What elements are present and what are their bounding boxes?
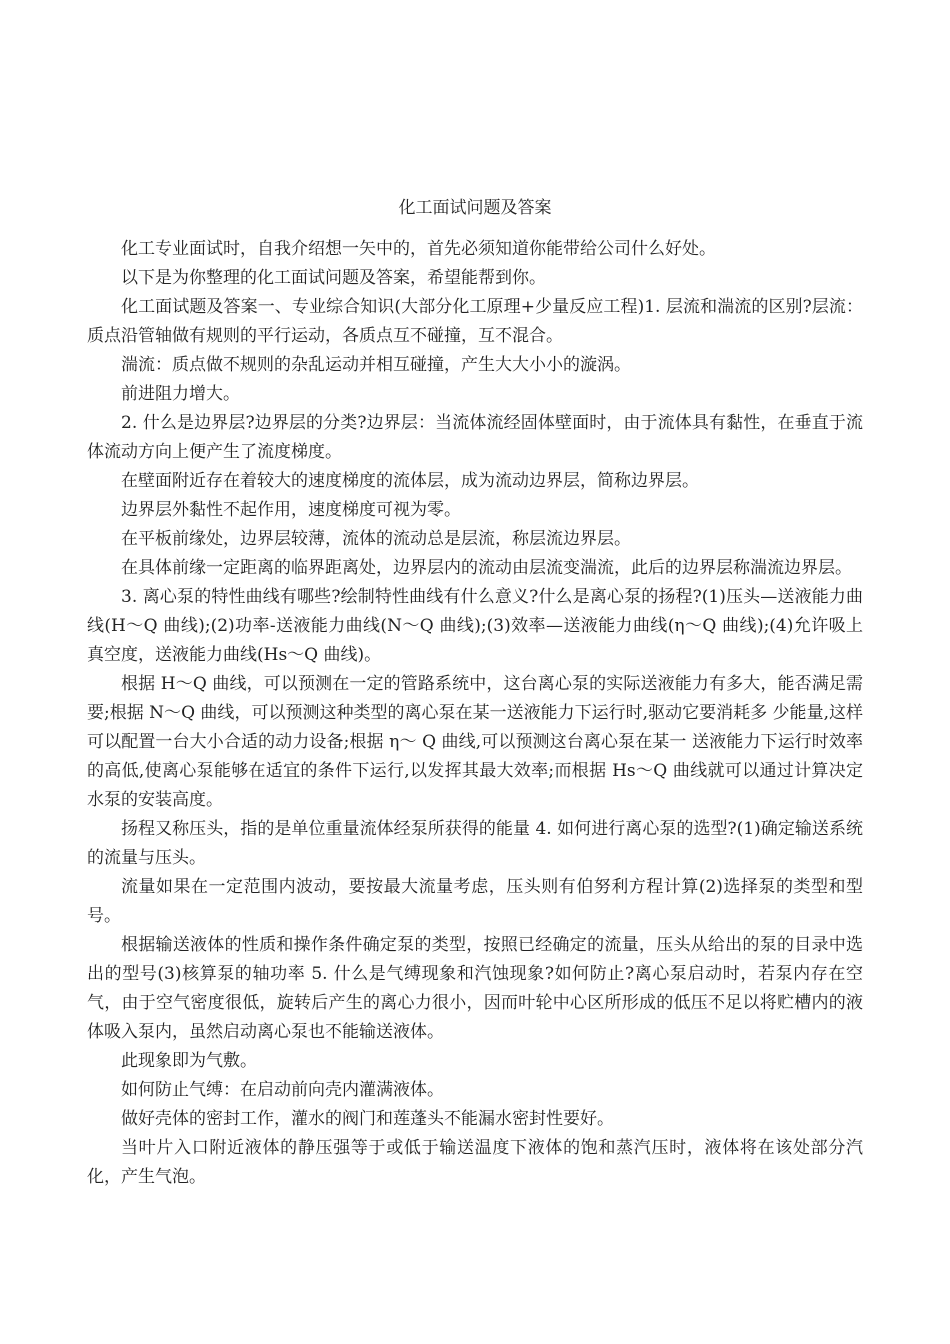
paragraph-resistance: 前进阻力增大。 — [121, 384, 240, 404]
paragraph-q5: 根据输送液体的性质和操作条件确定泵的类型，按照已经确定的流量，压头从给出的泵的目录中选出的型号(3)核算泵的轴功率 5. 什么是气缚现象和汽蚀现象?如何防止?离心泵启动时，若泵内存在空气，由于空气密度很低，旋转后产生的离心力很小，因而叶轮中心区所形成的低压不足以将贮槽内的液体吸入泵内，虽然启动离心泵也不能输送液体。 — [87, 935, 863, 1042]
paragraph-q4: 扬程又称压头，指的是单位重量流体经泵所获得的能量 4. 如何进行离心泵的选型?(1)确定输送系统的流量与压头。 — [87, 819, 863, 868]
paragraph-intro: 化工专业面试时，自我介绍想一矢中的，首先必须知道你能带给公司什么好处。 — [121, 239, 716, 259]
paragraph-seal: 做好壳体的密封工作，灌水的阀门和莲蓬头不能漏水密封性要好。 — [121, 1109, 614, 1129]
paragraph-laminar-boundary: 在平板前缘处，边界层较薄，流体的流动总是层流，称层流边界层。 — [121, 529, 631, 549]
document-body — [87, 194, 863, 1192]
paragraph-cavitation: 当叶片入口附近液体的静压强等于或低于输送温度下液体的饱和蒸汽压时，液体将在该处部分汽化，产生气泡。 — [87, 1138, 863, 1187]
paragraph-boundary-layer: 在壁面附近存在着较大的速度梯度的流体层，成为流动边界层，简称边界层。 — [121, 471, 699, 491]
paragraph-q1: 化工面试题及答案一、专业综合知识(大部分化工原理+少量反应工程)1. 层流和湍流的区别?层流：质点沿管轴做有规则的平行运动，各质点互不碰撞，互不混合。 — [87, 297, 863, 346]
paragraph-q2: 2. 什么是边界层?边界层的分类?边界层：当流体流经固体壁面时，由于流体具有黏性，在垂直于流体流动方向上便产生了流度梯度。 — [87, 413, 863, 462]
paragraph-intro-2: 以下是为你整理的化工面试问题及答案，希望能帮到你。 — [121, 268, 546, 288]
document-title: 化工面试问题及答案 — [398, 198, 552, 218]
paragraph-q3: 3. 离心泵的特性曲线有哪些?绘制特性曲线有什么意义?什么是离心泵的扬程?(1)压头—送液能力曲线(H～Q 曲线);(2)功率-送液能力曲线(N～Q 曲线);(3)效率—送液能力曲线(η～Q 曲线);(4)允许吸上真空度，送液能力曲线(Hs～Q 曲线)。 — [87, 587, 863, 665]
paragraph-outside-boundary: 边界层外黏性不起作用，速度梯度可视为零。 — [121, 500, 461, 520]
paragraph-flow-rate: 流量如果在一定范围内波动，要按最大流量考虑，压头则有伯努利方程计算(2)选择泵的类型和型号。 — [87, 877, 863, 926]
paragraph-prevent-air-binding: 如何防止气缚：在启动前向壳内灌满液体。 — [121, 1080, 444, 1100]
paragraph-curves-meaning: 根据 H～Q 曲线，可以预测在一定的管路系统中，这台离心泵的实际送液能力有多大，能否满足需要;根据 N～Q 曲线，可以预测这种类型的离心泵在某一送液能力下运行时,驱动它要消耗多 少能量,这样可以配置一台大小合适的动力设备;根据 η～ Q 曲线,可以预测这台离心泵在某一 送液能力下运行时效率的高低,使离心泵能够在适宜的条件下运行,以发挥其最大效率;而根据 Hs～Q 曲线就可以通过计算决定水泵的安装高度。 — [87, 674, 863, 810]
paragraph-turbulent: 湍流：质点做不规则的杂乱运动并相互碰撞，产生大大小小的漩涡。 — [121, 355, 631, 375]
paragraph-turbulent-boundary: 在具体前缘一定距离的临界距离处，边界层内的流动由层流变湍流，此后的边界层称湍流边界层。 — [121, 558, 852, 578]
paragraph-air-binding: 此现象即为气敷。 — [121, 1051, 257, 1071]
